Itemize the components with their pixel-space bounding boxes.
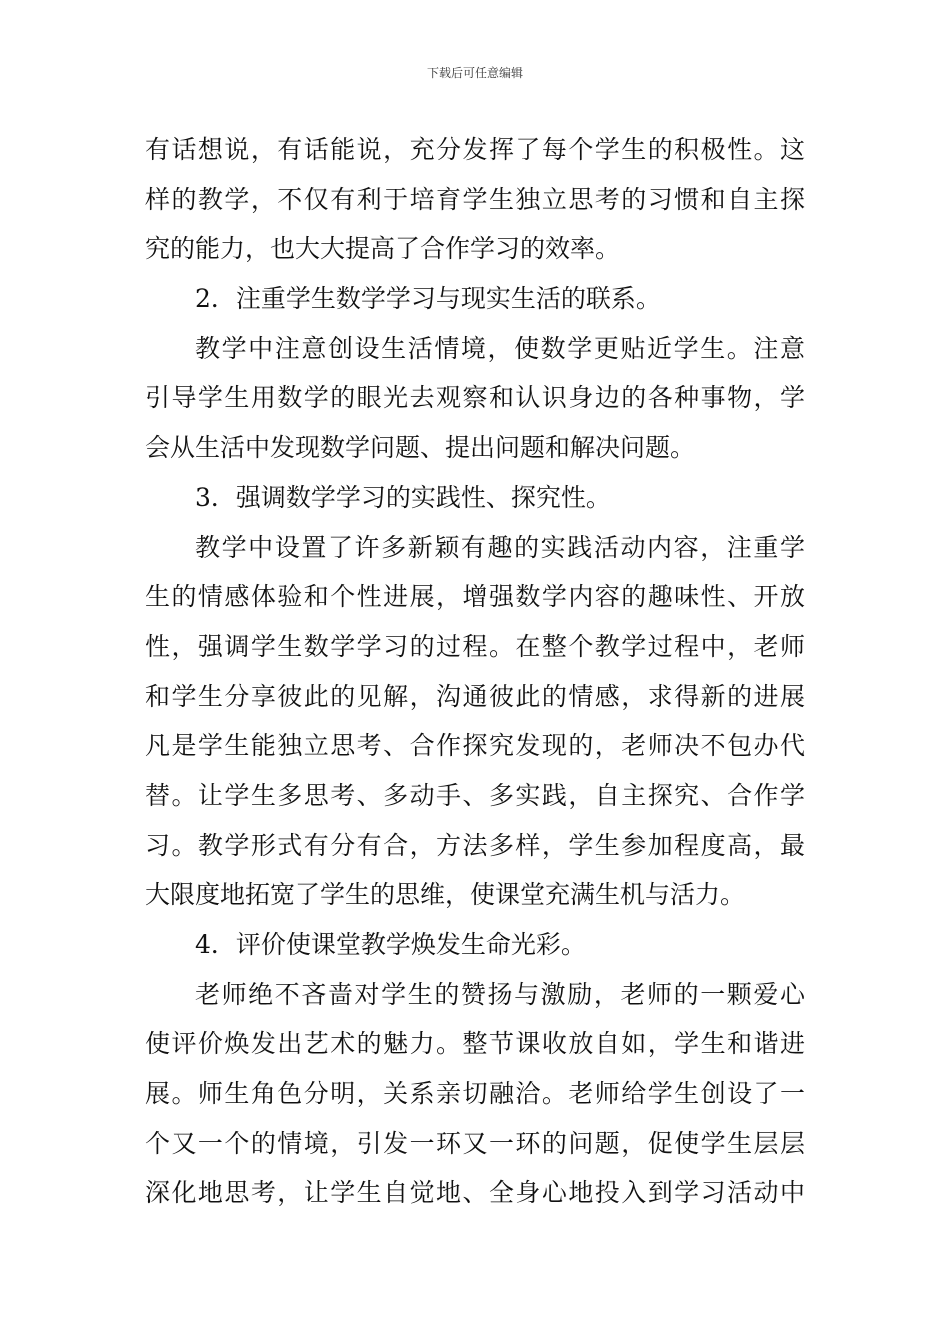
text-line: 个又一个的情境，引发一环又一环的问题，促使学生层层 <box>145 1128 805 1158</box>
text-line: 4．评价使课堂教学焕发生命光彩。 <box>195 930 586 959</box>
page-header: 下载后可任意编辑 <box>426 66 523 80</box>
text-line: 老师绝不吝啬对学生的赞扬与激励，老师的一颗爱心 <box>195 979 805 1009</box>
text-line: 大限度地拓宽了学生的思维，使课堂充满生机与活力。 <box>145 880 746 910</box>
text-line: 习。教学形式有分有合，方法多样，学生参加程度高，最 <box>145 830 805 860</box>
text-line: 引导学生用数学的眼光去观察和认识身边的各种事物，学 <box>145 383 805 413</box>
text-line: 会从生活中发现数学问题、提出问题和解决问题。 <box>145 433 696 463</box>
text-line: 替。让学生多思考、多动手、多实践，自主探究、合作学 <box>145 780 805 810</box>
text-line: 究的能力，也大大提高了合作学习的效率。 <box>145 234 621 264</box>
text-line: 和学生分享彼此的见解，沟通彼此的情感，求得新的进展 <box>145 681 805 711</box>
text-line: 性，强调学生数学学习的过程。在整个教学过程中，老师 <box>145 631 805 661</box>
text-line: 教学中注意创设生活情境，使数学更贴近学生。注意 <box>195 333 805 363</box>
text-line: 深化地思考，让学生自觉地、全身心地投入到学习活动中 <box>145 1178 805 1208</box>
text-line: 2．注重学生数学学习与现实生活的联系。 <box>195 284 661 314</box>
text-line: 3．强调数学学习的实践性、探究性。 <box>195 482 611 512</box>
text-line: 有话想说，有话能说，充分发挥了每个学生的积极性。这 <box>145 135 805 164</box>
text-line: 样的教学，不仅有利于培育学生独立思考的习惯和自主探 <box>145 184 805 214</box>
document-body <box>145 125 805 1218</box>
text-line: 使评价焕发出艺术的魅力。整节课收放自如，学生和谐进 <box>145 1029 805 1059</box>
text-line: 生的情感体验和个性进展，增强数学内容的趣味性、开放 <box>145 582 805 612</box>
text-line: 教学中设置了许多新颖有趣的实践活动内容，注重学 <box>195 532 805 562</box>
text-line: 展。师生角色分明，关系亲切融洽。老师给学生创设了一 <box>145 1079 805 1109</box>
text-line: 凡是学生能独立思考、合作探究发现的，老师决不包办代 <box>145 731 805 761</box>
